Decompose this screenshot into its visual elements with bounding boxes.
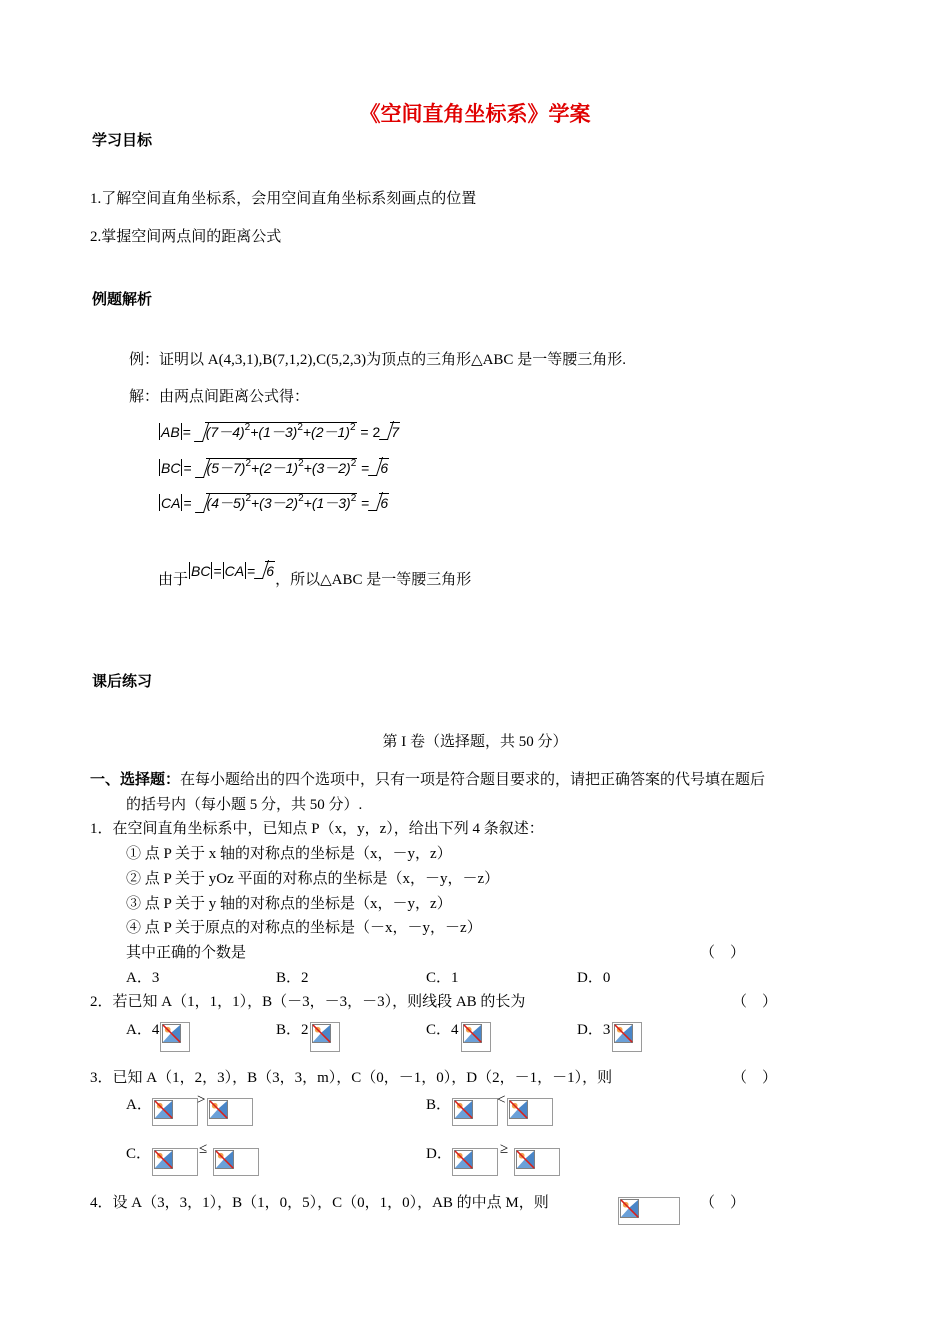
- q3-op-d: ≥: [500, 1141, 509, 1157]
- broken-image-icon: [452, 1148, 498, 1176]
- q1-option-d: D．0: [577, 970, 611, 986]
- question-2: 2．若已知 A（1，1，1），B（－3，－3，－3），则线段 AB 的长为: [90, 994, 526, 1010]
- broken-image-icon: [618, 1197, 680, 1225]
- goals-heading: 学习目标: [92, 131, 153, 149]
- example-text: 例：证明以 A(4,3,1),B(7,1,2),C(5,2,3)为顶点的三角形△ABC 是一等腰三角形.: [129, 352, 626, 368]
- formula-ab: AB = $(7-4)^2+(1-3)^2+(2-1)^2 = 2$ 7: [161, 422, 400, 440]
- q1-item-4: ④ 点 P 关于原点的对称点的坐标是（－x，－y，－z）: [126, 920, 482, 936]
- q2-option-b: B．2: [276, 1022, 309, 1038]
- broken-image-icon: [507, 1098, 553, 1126]
- broken-image-icon: [152, 1148, 198, 1176]
- q4-answer-paren: （ ）: [700, 1195, 746, 1211]
- q3-answer-paren: （ ）: [732, 1070, 778, 1086]
- question-3: 3．已知 A（1，2，3），B（3，3，m），C（0，－1，0），D（2，－1，－1），则: [90, 1070, 613, 1086]
- part-instructions: 一、选择题：在每小题给出的四个选项中，只有一项是符合题目要求的，请把正确答案的代号填在题后: [90, 770, 766, 788]
- q2-answer-paren: （ ）: [732, 994, 778, 1010]
- q1-option-b: B．2: [276, 970, 309, 986]
- goal-2: 2.掌握空间两点间的距离公式: [90, 229, 282, 245]
- q3-option-d: D．: [426, 1146, 452, 1162]
- conclusion-line: 由于BC = CA = 6，所以△ABC 是一等腰三角形: [158, 568, 471, 589]
- q2-option-c: C．4: [426, 1022, 459, 1038]
- broken-image-icon: [213, 1148, 259, 1176]
- broken-image-icon: [514, 1148, 560, 1176]
- q1-item-3: ③ 点 P 关于 y 轴的对称点的坐标是（x，－y，z）: [126, 896, 452, 912]
- q3-option-c: C．: [126, 1146, 152, 1162]
- q1-item-2: ② 点 P 关于 yOz 平面的对称点的坐标是（x，－y，－z）: [126, 871, 500, 887]
- formula-bc: BC = $(5-7)^2+(2-1)^2+(3-2)^2$ = 6: [161, 458, 389, 476]
- broken-image-icon: [461, 1022, 491, 1052]
- example-heading: 例题解析: [92, 290, 153, 308]
- q1-option-a: A．3: [126, 970, 160, 986]
- solution-text: 解：由两点间距离公式得：: [129, 389, 310, 405]
- q1-stem: 其中正确的个数是: [126, 945, 247, 961]
- q1-option-c: C．1: [426, 970, 459, 986]
- goal-1: 1.了解空间直角坐标系，会用空间直角坐标系刻画点的位置: [90, 191, 477, 207]
- q1-answer-paren: （ ）: [700, 945, 746, 961]
- broken-image-icon: [160, 1022, 190, 1052]
- q1-item-1: ① 点 P 关于 x 轴的对称点的坐标是（x，－y，z）: [126, 846, 452, 862]
- broken-image-icon: [452, 1098, 498, 1126]
- practice-heading: 课后练习: [92, 672, 153, 690]
- q3-op-b: <: [497, 1092, 506, 1108]
- broken-image-icon: [207, 1098, 253, 1126]
- question-4: 4．设 A（3，3，1），B（1，0，5），C（0，1，0），AB 的中点 M，则: [90, 1195, 549, 1211]
- question-1: 1．在空间直角坐标系中，已知点 P（x，y，z），给出下列 4 条叙述：: [90, 821, 544, 837]
- broken-image-icon: [152, 1098, 198, 1126]
- volume-title: 第 I 卷（选择题，共 50 分）: [382, 734, 568, 750]
- broken-image-icon: [310, 1022, 340, 1052]
- page-title: 《空间直角坐标系》学案: [359, 102, 591, 126]
- q2-option-d: D．3: [577, 1022, 611, 1038]
- q2-option-a: A．4: [126, 1022, 160, 1038]
- formula-ca: CA = $(4-5)^2+(3-2)^2+(1-3)^2$ = 6: [161, 493, 389, 511]
- q3-option-b: B．: [426, 1097, 452, 1113]
- q3-op-c: ≤: [199, 1141, 208, 1157]
- part-instructions-2: 的括号内（每小题 5 分，共 50 分）.: [126, 797, 363, 813]
- broken-image-icon: [612, 1022, 642, 1052]
- q3-op-a: >: [197, 1092, 206, 1108]
- q3-option-a: A．: [126, 1097, 152, 1113]
